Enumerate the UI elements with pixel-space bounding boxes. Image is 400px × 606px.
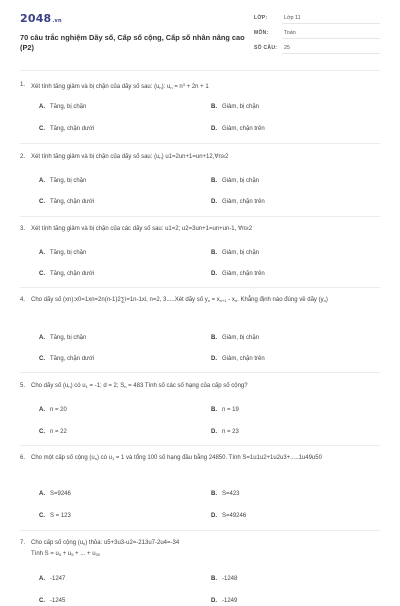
question-6 xyxy=(20,453,380,519)
question-1 xyxy=(20,80,380,132)
option-a[interactable]: A. -1247 xyxy=(39,576,66,582)
option-c[interactable]: C. Tăng, chặn dưới xyxy=(39,126,95,132)
page-title: 70 câu trắc nghiệm Dãy số, Cấp số cộng, Cấp số nhân nâng cao (P2) xyxy=(20,33,245,52)
divider xyxy=(20,143,380,144)
document-header xyxy=(0,0,400,66)
option-d[interactable]: D. Giảm, chặn trên xyxy=(211,356,265,362)
question-2 xyxy=(20,152,380,205)
option-c[interactable]: C. Tăng, chặn dưới xyxy=(39,356,95,362)
option-b[interactable]: B. Giảm, bị chặn xyxy=(211,250,260,256)
divider xyxy=(20,287,380,288)
question-stem: 3. Xét tính tăng giảm và bị chặn của các dãy số sau: u1=2; u2=3un+1=un+un-1, ∀n≥2 xyxy=(20,226,253,232)
meta-question-count: SỐ CÂU: 25 xyxy=(254,42,380,57)
question-stem: 4. Cho dãy số (xn):x0=1xn=2n(n-1)2∑i=1n-1xi, n=2, 3.....Xét dãy số $y_n = x_{n+1} - x_n$. Khẳng định nào đúng về dãy $(y_n)$ xyxy=(20,297,328,303)
option-a[interactable]: A. Tăng, bị chặn xyxy=(39,104,87,110)
option-a[interactable]: A. Tăng, bị chặn xyxy=(39,178,87,184)
question-3 xyxy=(20,224,380,277)
option-d[interactable]: D. Giảm, chặn trên xyxy=(211,199,265,205)
quiz-meta xyxy=(254,12,380,57)
question-stem: 5. Cho dãy số $(u_n)$ có $u_1 = -1$; d = 2; $S_n = 483$ Tính số các số hạng của cấp số cộng? xyxy=(20,383,248,389)
question-5 xyxy=(20,381,380,435)
question-stem: 6. Cho một cấp số cộng $(u_n)$ có $u_1 = 1$ và tổng 100 số hạng đầu bằng 24850. Tính S=1u1u2+1u2u3+.....1u49u50 xyxy=(20,455,322,461)
option-b[interactable]: B. S=423 xyxy=(211,491,240,497)
site-logo[interactable]: 2048.vn xyxy=(20,12,62,25)
option-a[interactable]: A. Tăng, bị chặn xyxy=(39,250,87,256)
question-7 xyxy=(20,538,380,604)
divider xyxy=(20,70,380,71)
option-d[interactable]: D. Giảm, chặn trên xyxy=(211,271,265,277)
divider xyxy=(20,445,380,446)
option-c[interactable]: C. Tăng, chặn dưới xyxy=(39,271,95,277)
option-c[interactable]: C. -1245 xyxy=(39,598,66,604)
option-c[interactable]: C. Tăng, chặn dưới xyxy=(39,199,95,205)
option-b[interactable]: B. -1248 xyxy=(211,576,238,582)
option-d[interactable]: D. S=49246 xyxy=(211,513,247,519)
option-c[interactable]: C. S = 123 xyxy=(39,513,71,519)
question-stem: 2. Xét tính tăng giảm và bị chặn của dãy số sau: $(u_n)$ u1=2un+1=un+12,∀n≥2 xyxy=(20,154,229,160)
option-c[interactable]: C. n = 22 xyxy=(39,429,67,435)
option-b[interactable]: B. Giảm, bị chặn xyxy=(211,178,260,184)
option-a[interactable]: A. S=9246 xyxy=(39,491,71,497)
question-stem: 1. Xét tính tăng giảm và bị chặn của dãy số sau: $(u_n)$: $u_n = n^3 + 2n + 1$ xyxy=(20,82,209,90)
meta-subject: MÔN: Toán xyxy=(254,27,380,42)
option-a[interactable]: A. n = 20 xyxy=(39,407,67,413)
option-d[interactable]: D. Giảm, chặn trên xyxy=(211,126,265,132)
option-b[interactable]: B. Giảm, bị chặn xyxy=(211,335,260,341)
question-stem: 7. Cho cấp số cộng $(u_n)$ thỏa: u5+3u3-u2=-213u7-2u4=-34 Tính $S = u_4 + u_5$ + ... + $u_{30}$ xyxy=(20,540,180,557)
meta-class: LỚP: Lớp 11 xyxy=(254,12,380,27)
option-a[interactable]: A. Tăng, bị chặn xyxy=(39,335,87,341)
option-b[interactable]: B. n = 19 xyxy=(211,407,239,413)
divider xyxy=(20,372,380,373)
option-b[interactable]: B. Giảm, bị chặn xyxy=(211,104,260,110)
option-d[interactable]: D. -1249 xyxy=(211,598,238,604)
question-4 xyxy=(20,295,380,362)
divider xyxy=(20,216,380,217)
option-d[interactable]: D. n = 23 xyxy=(211,429,239,435)
divider xyxy=(20,530,380,531)
